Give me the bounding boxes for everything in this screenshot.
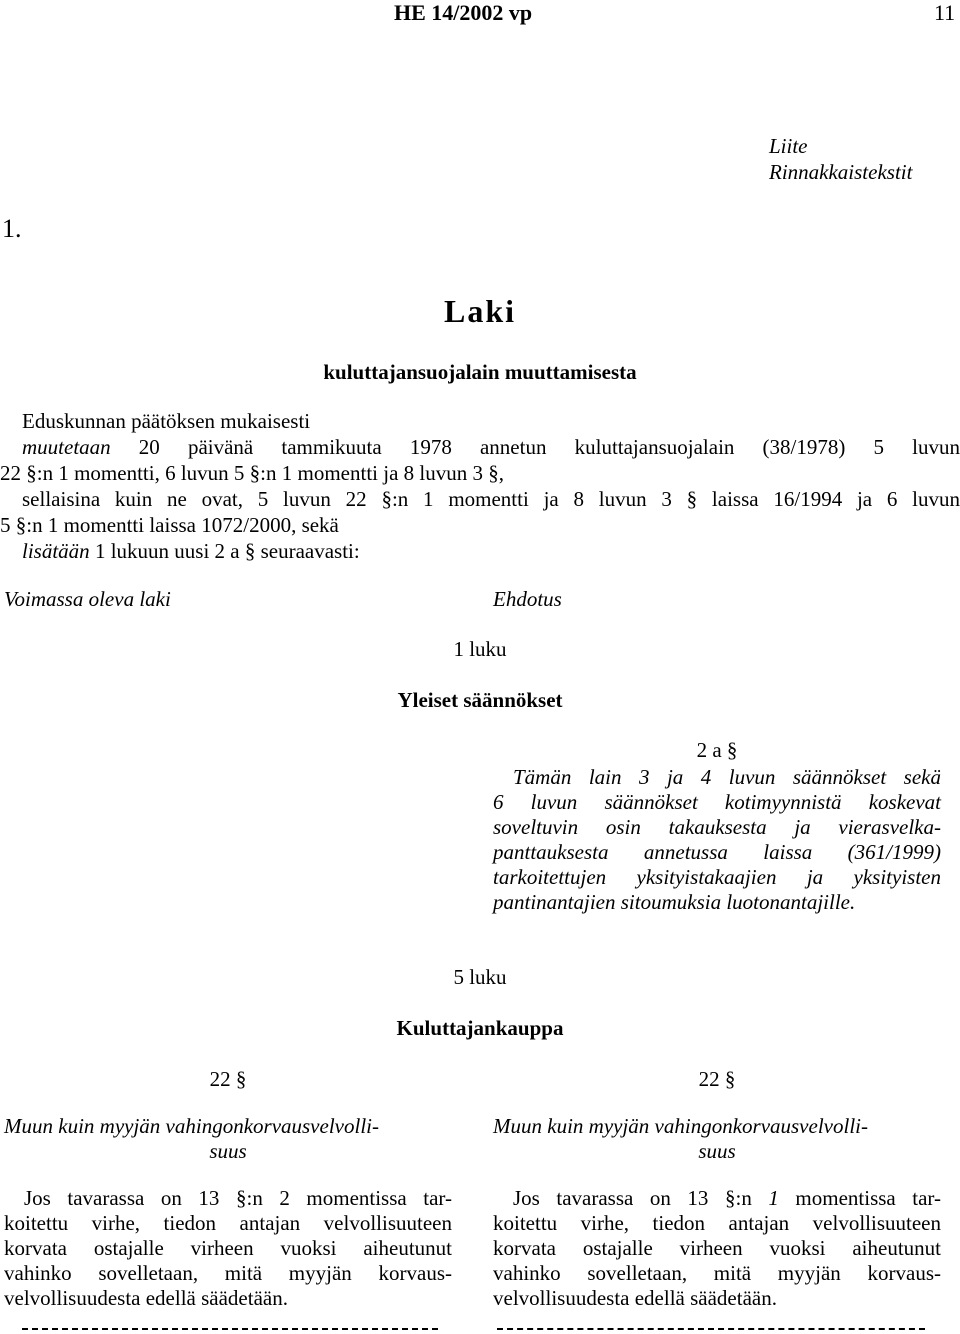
body-line xyxy=(493,1186,941,1211)
body-line: tarkoitettujen yksityistakaajien ja yksityisten xyxy=(493,865,941,889)
body-line: korvata ostajalle virheen vuoksi aiheutunut xyxy=(4,1236,452,1260)
appendix-line: Liite xyxy=(769,134,808,158)
left-column-heading: Voimassa oleva laki xyxy=(4,587,171,611)
appendix-label xyxy=(769,133,912,185)
text-fragment: Jos tavarassa on 13 §:n xyxy=(513,1186,769,1210)
section-heading: 2 a § xyxy=(696,738,738,762)
intro-text: 1 lukuun uusi 2 a § seuraavasti: xyxy=(89,539,360,563)
body-line: vahinko sovelletaan, mitä myyjän korvaus- xyxy=(4,1261,452,1285)
body-line: soveltuvin osin takauksesta ja vierasvelka- xyxy=(493,815,941,839)
section-heading: 22 § xyxy=(698,1067,736,1091)
body-line: Jos tavarassa on 13 §:n 2 momentissa tar- xyxy=(24,1186,452,1210)
intro-line: Eduskunnan päätöksen mukaisesti xyxy=(22,409,311,433)
section-body xyxy=(4,1186,452,1311)
section-22-proposal xyxy=(493,1066,941,1311)
title-line: suus xyxy=(209,1139,247,1163)
chapter-number: 1 luku xyxy=(453,637,507,661)
intro-line: sellaisina kuin ne ovat, 5 luvun 22 §:n 1 momentti ja 8 luvun 3 § laissa 16/1994 ja 6 luvun xyxy=(22,487,960,511)
body-line: Tämän lain 3 ja 4 luvun säännökset sekä xyxy=(513,765,941,789)
intro-line: 5 §:n 1 momentti laissa 1072/2000, sekä xyxy=(0,513,339,537)
title-line: Muun kuin myyjän vahingonkorvausvelvolli- xyxy=(493,1114,868,1138)
body-line: koitettu virhe, tiedon antajan velvollisuuteen xyxy=(493,1211,941,1235)
intro-verb: lisätään xyxy=(22,539,90,563)
chapter-title: Kuluttajankauppa xyxy=(396,1016,564,1040)
intro-line xyxy=(22,538,960,564)
section-2a xyxy=(493,737,941,915)
appendix-subtitle: Rinnakkaistekstit xyxy=(769,160,913,184)
law-subtitle: kuluttajansuojalain muuttamisesta xyxy=(323,360,637,384)
section-title xyxy=(493,1114,941,1164)
changed-text: 1 xyxy=(768,1186,779,1210)
body-line: velvollisuudesta edellä säädetään. xyxy=(4,1286,288,1310)
section-heading: 22 § xyxy=(209,1067,247,1091)
section-number: 1. xyxy=(2,214,22,243)
body-line: koitettu virhe, tiedon antajan velvollisuuteen xyxy=(4,1211,452,1235)
title-line: Muun kuin myyjän vahingonkorvausvelvolli- xyxy=(4,1114,379,1138)
chapter-title: Yleiset säännökset xyxy=(397,688,563,712)
intro-line xyxy=(22,434,960,460)
omission-dashes-left xyxy=(22,1328,438,1330)
intro-line: 22 §:n 1 momentti, 6 luvun 5 §:n 1 momentti ja 8 luvun 3 §, xyxy=(0,461,504,485)
body-line: korvata ostajalle virheen vuoksi aiheutunut xyxy=(493,1236,941,1260)
right-column-heading: Ehdotus xyxy=(493,587,562,611)
body-line: velvollisuudesta edellä säädetään. xyxy=(493,1286,777,1310)
section-title xyxy=(4,1114,452,1164)
law-title: Laki xyxy=(443,293,517,329)
intro-text: 20 päivänä tammikuuta 1978 annetun kuluttajansuojalain (38/1978) 5 luvun xyxy=(110,435,960,459)
body-line: vahinko sovelletaan, mitä myyjän korvaus- xyxy=(493,1261,941,1285)
page-number: 11 xyxy=(934,0,956,25)
body-line: panttauksesta annetussa laissa (361/1999) xyxy=(493,840,941,864)
body-line: 6 luvun säännökset kotimyynnistä koskevat xyxy=(493,790,941,814)
omission-dashes-right xyxy=(497,1328,925,1330)
body-line: pantinantajien sitoumuksia luotonantajille. xyxy=(493,890,856,914)
title-line: suus xyxy=(698,1139,736,1163)
section-body xyxy=(493,763,941,915)
chapter-number: 5 luku xyxy=(453,965,507,989)
section-body xyxy=(493,1186,941,1311)
document-header-title: HE 14/2002 vp xyxy=(394,0,533,25)
section-22-current xyxy=(4,1066,452,1311)
text-fragment: momentissa tar- xyxy=(778,1186,941,1210)
intro-paragraph xyxy=(0,408,960,564)
intro-verb: muutetaan xyxy=(22,435,111,459)
